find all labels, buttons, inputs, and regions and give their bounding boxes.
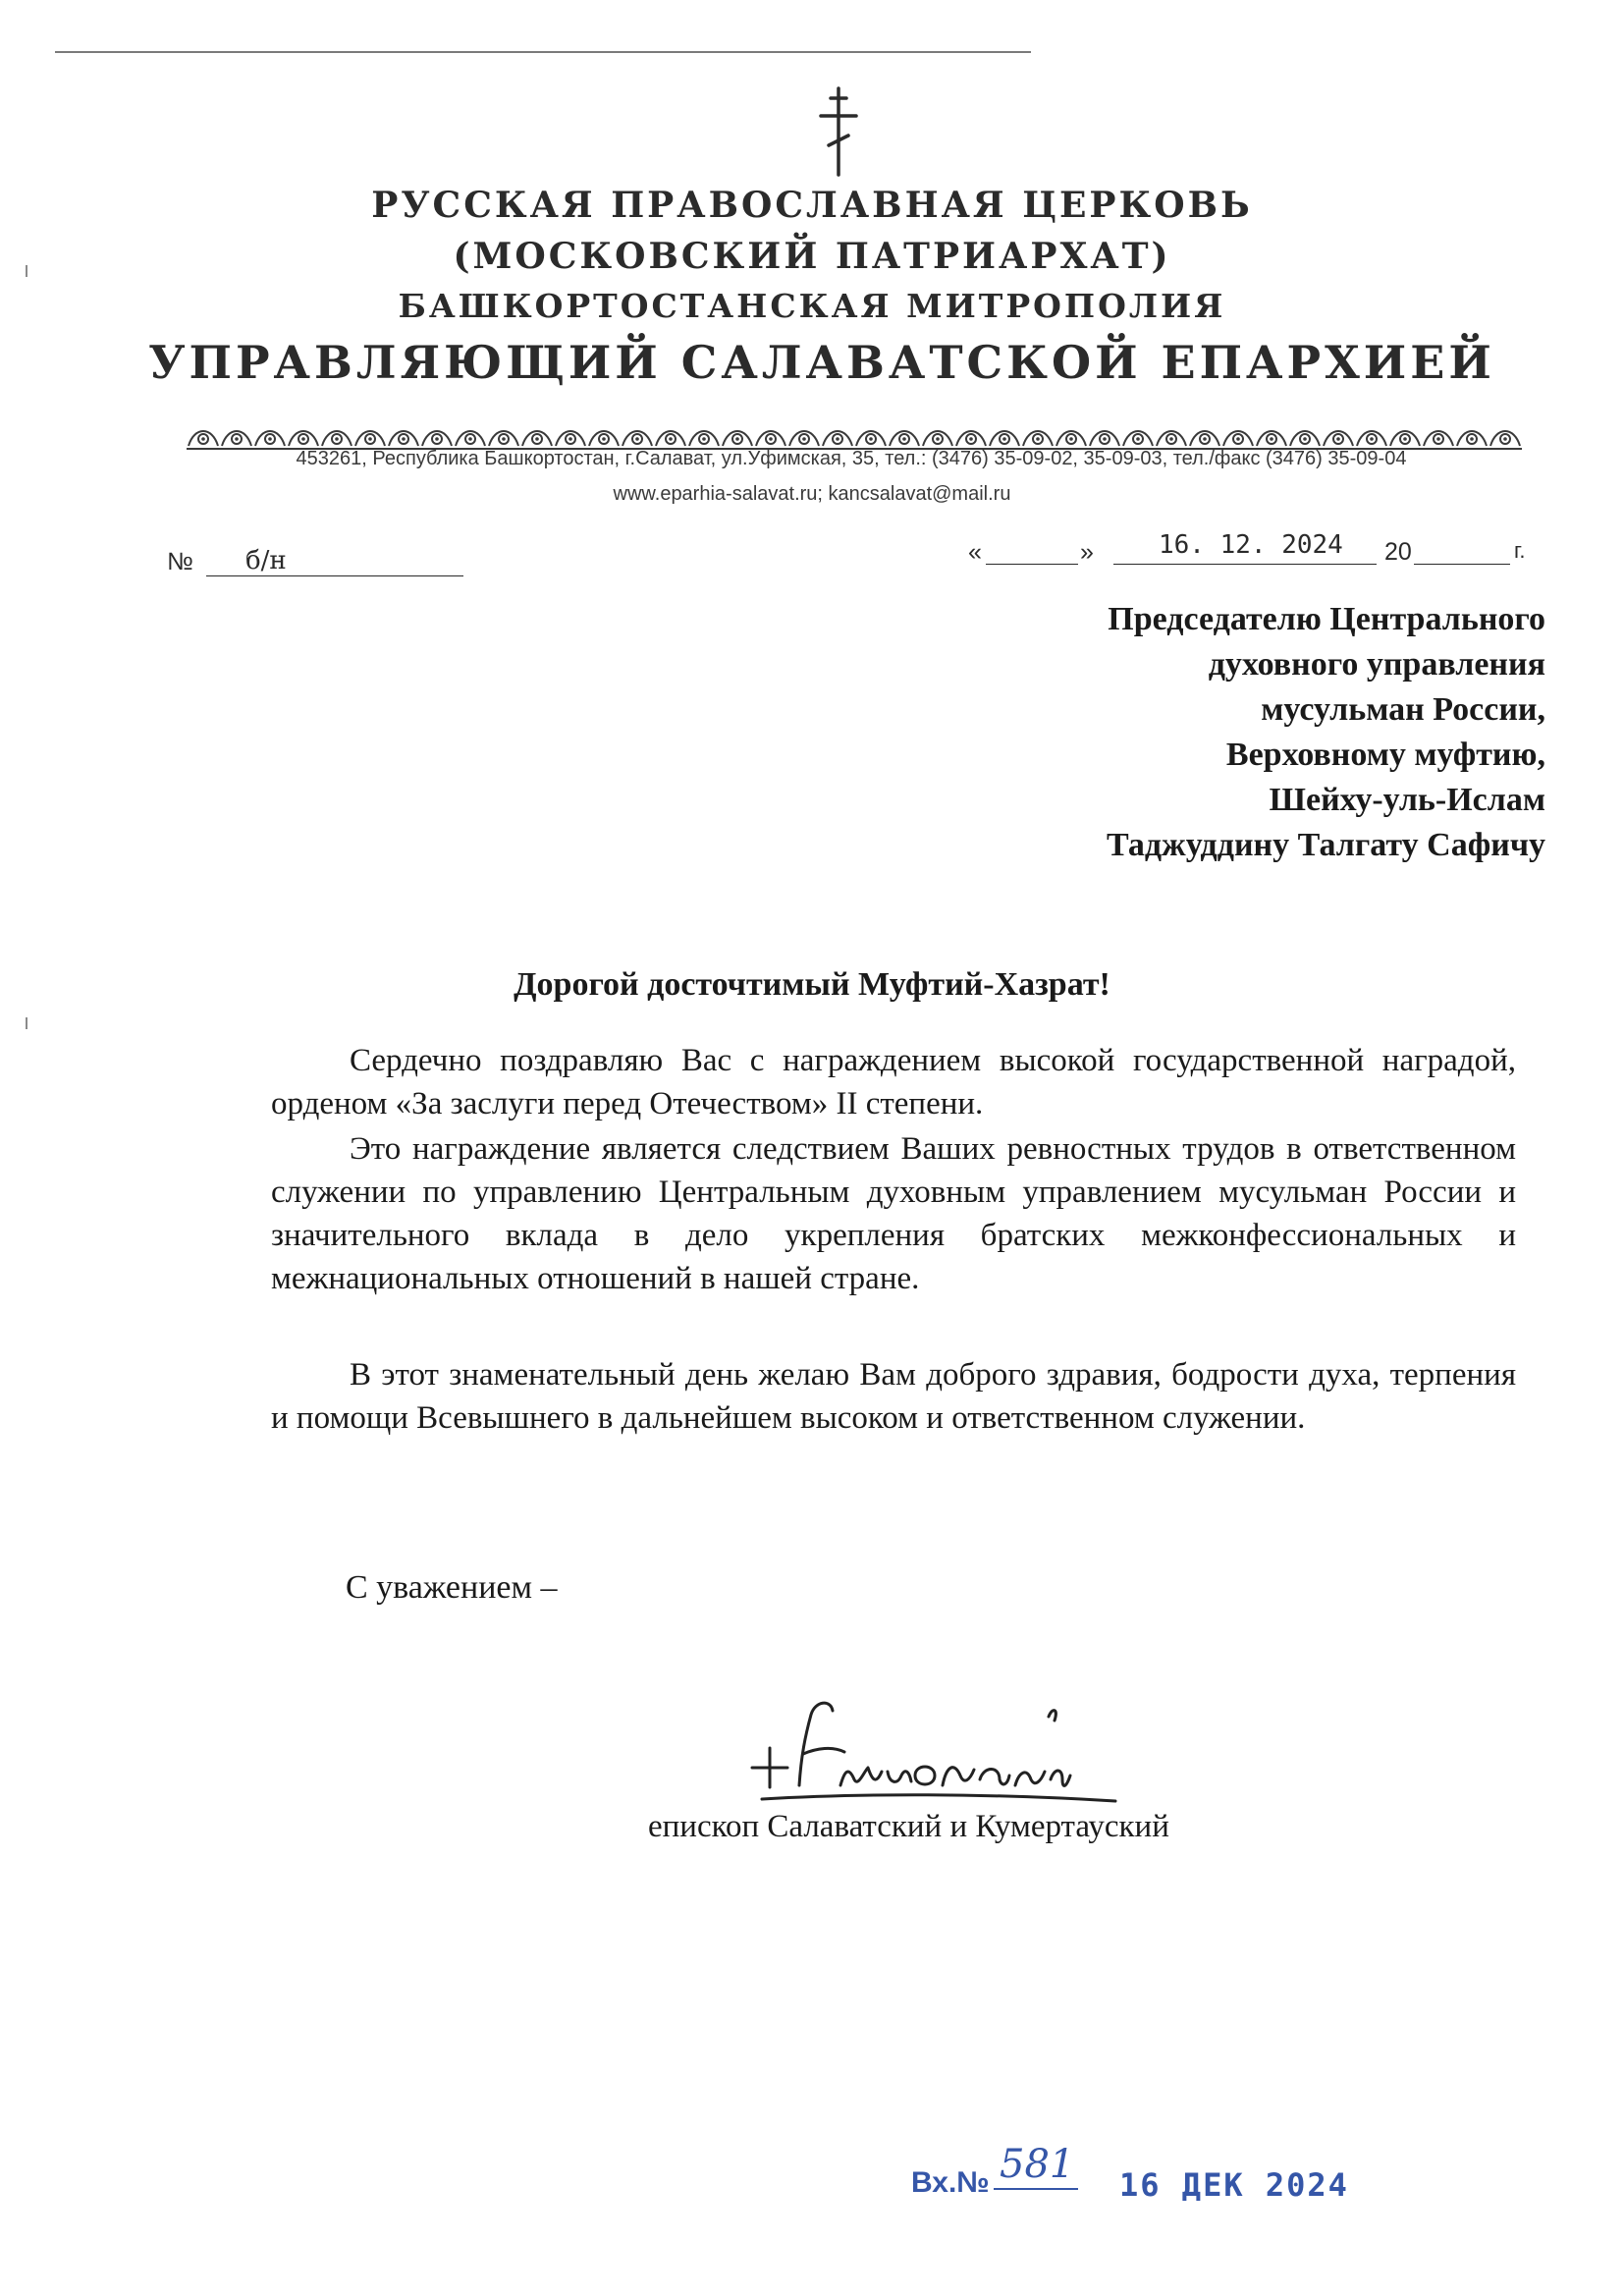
body-paragraph: Это награждение является следствием Ваших ревностных трудов в ответственном служении по управлению Центральным духовным управлением мусульман России и значительного вклада в дело укрепления братских межконфессиональных и межнациональных отношений в нашей стране. xyxy=(271,1131,1516,1296)
header-church-name: РУССКАЯ ПРАВОСЛАВНАЯ ЦЕРКОВЬ xyxy=(371,185,1253,226)
orthodox-cross-icon xyxy=(817,84,860,179)
address-line: 453261, Республика Башкортостан, г.Салават, ул.Уфимская, 35, тел.: (3476) 35-09-02, 35-09-03, тел./факс (3476) 35-09-04 xyxy=(296,448,1407,469)
year-prefix: 20 xyxy=(1384,538,1412,566)
year-suffix: г. xyxy=(1514,538,1526,563)
contacts-line: www.eparhia-salavat.ru; kancsalavat@mail.ru xyxy=(613,483,1011,505)
signer-title: епископ Салаватский и Кумертауский xyxy=(648,1809,1169,1844)
date-underline xyxy=(1113,564,1377,565)
body-paragraph: Сердечно поздравляю Вас с награждением высокой государственной наградой, орденом «За заслуги перед Отечеством» II степени. xyxy=(271,1043,1516,1121)
date-value: 16. 12. 2024 xyxy=(1159,530,1343,560)
header-metropolis: БАШКОРТОСТАНСКАЯ МИТРОПОЛИЯ xyxy=(398,287,1226,325)
addressee-block xyxy=(858,597,1545,868)
day-underline xyxy=(986,564,1078,565)
addressee-line: Верховному муфтию, xyxy=(1225,737,1545,773)
incoming-stamp-number: 581 xyxy=(994,2141,1078,2196)
addressee-line: мусульман России, xyxy=(1261,691,1545,728)
margin-mark xyxy=(26,1017,27,1029)
addressee-line: Председателю Центрального xyxy=(1108,601,1545,637)
date-close-quote: » xyxy=(1080,538,1094,566)
closing-regards: С уважением – xyxy=(346,1569,558,1606)
incoming-stamp-label: Вх.№ xyxy=(911,2166,990,2199)
addressee-line: духовного управления xyxy=(1208,646,1545,683)
addressee-line: Шейху-уль-Ислам xyxy=(1269,782,1545,818)
addressee-line: Таджуддину Талгату Сафичу xyxy=(1107,827,1545,863)
number-underline xyxy=(206,575,463,576)
header-diocese-title: УПРАВЛЯЮЩИЙ САЛАВАТСКОЙ ЕПАРХИЕЙ xyxy=(148,336,1495,389)
number-value: б/н xyxy=(245,546,287,575)
year-underline xyxy=(1414,564,1510,565)
incoming-stamp-date: 16 ДЕК 2024 xyxy=(1119,2166,1349,2204)
top-rule xyxy=(55,51,1031,53)
number-label: № xyxy=(167,548,193,575)
body-paragraph: В этот знаменательный день желаю Вам доброго здравия, бодрости духа, терпения и помощи Всевышнего в дальнейшем высоком и ответственном служении. xyxy=(271,1357,1516,1436)
greeting: Дорогой досточтимый Муфтий-Хазрат! xyxy=(514,966,1110,1003)
header-patriarchate: (МОСКОВСКИЙ ПАТРИАРХАТ) xyxy=(453,236,1171,277)
date-open-quote: « xyxy=(968,538,982,566)
